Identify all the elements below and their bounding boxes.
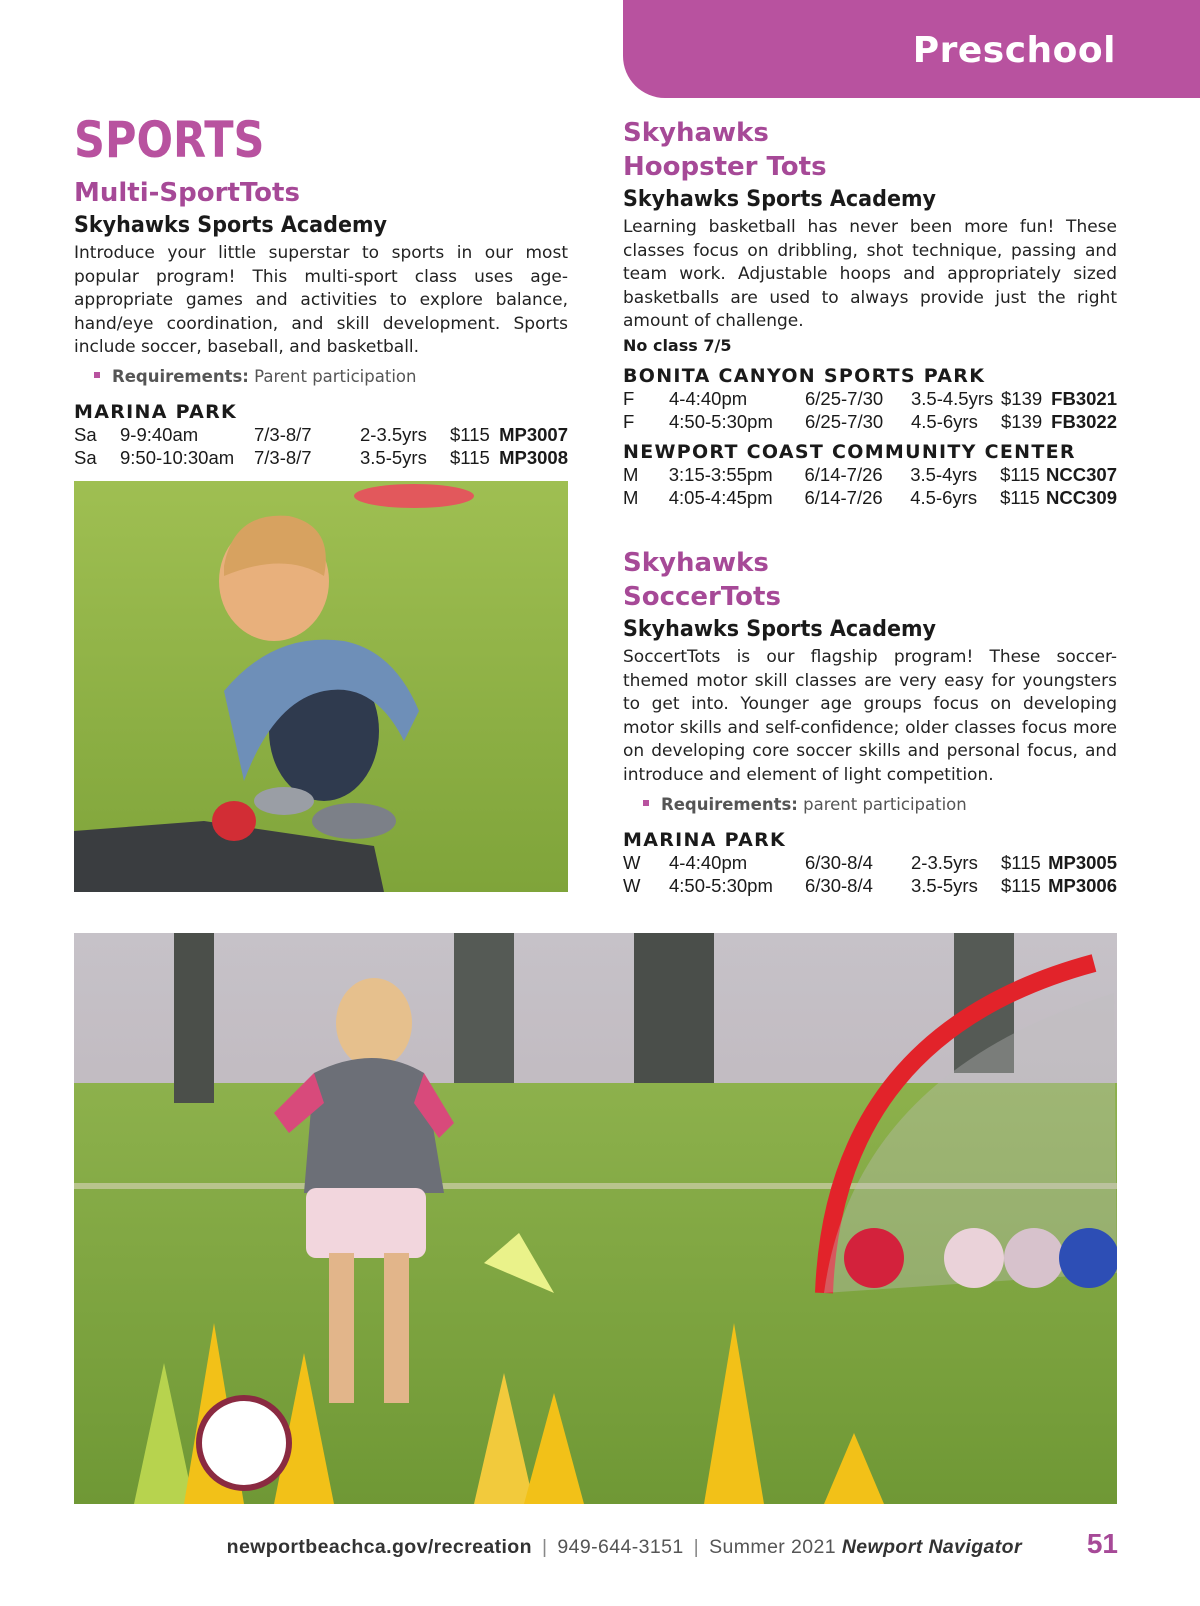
program-provider: Skyhawks Sports Academy bbox=[623, 615, 937, 642]
requirements-label: Requirements: bbox=[112, 366, 249, 386]
course-code: FB3022 bbox=[1051, 411, 1117, 433]
day: M bbox=[623, 487, 639, 509]
day: Sa bbox=[74, 447, 97, 469]
course-code: FB3021 bbox=[1051, 388, 1117, 410]
photo-boy-on-grass bbox=[74, 481, 568, 892]
table-row bbox=[623, 487, 1117, 510]
dates: 7/3-8/7 bbox=[254, 424, 312, 446]
requirements bbox=[643, 792, 1117, 818]
bullet-icon bbox=[643, 800, 649, 806]
page-footer bbox=[0, 1530, 1200, 1564]
program-title-line1: Skyhawks bbox=[623, 547, 769, 578]
requirements-value: parent participation bbox=[803, 794, 967, 814]
schedule-table bbox=[623, 464, 1117, 510]
footer-phone: 949-644-3151 bbox=[557, 1536, 684, 1558]
course-code: NCC307 bbox=[1046, 464, 1117, 486]
table-row bbox=[623, 852, 1117, 875]
right-column bbox=[623, 116, 1117, 898]
time: 4-4:40pm bbox=[669, 852, 748, 874]
schedule-table bbox=[623, 388, 1117, 434]
program-title-line2: Hoopster Tots bbox=[623, 152, 827, 182]
table-row bbox=[74, 424, 568, 447]
time: 3:15-3:55pm bbox=[668, 464, 773, 486]
course-code: MP3006 bbox=[1048, 875, 1117, 897]
fee: $139 bbox=[1001, 411, 1043, 433]
left-column bbox=[74, 110, 568, 470]
course-code: MP3008 bbox=[499, 447, 568, 469]
program-provider: Skyhawks Sports Academy bbox=[74, 212, 388, 238]
schedule-note: No class 7/5 bbox=[623, 335, 732, 355]
ages: 3.5-5yrs bbox=[911, 875, 978, 897]
requirements-label: Requirements: bbox=[661, 794, 798, 814]
time: 9:50-10:30am bbox=[120, 447, 235, 469]
program-title-line1: Skyhawks bbox=[623, 118, 769, 148]
requirements-value: Parent participation bbox=[254, 366, 417, 386]
table-row bbox=[74, 447, 568, 470]
day: W bbox=[623, 852, 641, 874]
course-code: MP3005 bbox=[1048, 852, 1117, 874]
ages: 2-3.5yrs bbox=[911, 852, 978, 874]
schedule-table bbox=[74, 424, 568, 470]
time: 4-4:40pm bbox=[669, 388, 748, 410]
bullet-icon bbox=[94, 372, 100, 378]
footer-magazine: Newport Navigator bbox=[841, 1536, 1022, 1558]
table-row bbox=[623, 388, 1117, 411]
fee: $115 bbox=[1001, 852, 1041, 874]
time: 4:50-5:30pm bbox=[669, 411, 773, 433]
fee: $115 bbox=[1001, 875, 1041, 897]
section-tab-label: Preschool bbox=[912, 30, 1116, 71]
program-description: Learning basketball has never been more fun! These classes focus on dribbling, shot technique, passing and team work. Adjustable hoops and appropriately sized basketballs are used to always provide just the right amount of challenge. bbox=[623, 217, 1117, 332]
ages: 2-3.5yrs bbox=[360, 424, 427, 446]
course-code: NCC309 bbox=[1046, 487, 1117, 509]
time: 4:05-4:45pm bbox=[668, 487, 773, 509]
requirements bbox=[94, 364, 568, 390]
footer-text bbox=[227, 1536, 1022, 1559]
ages: 3.5-4yrs bbox=[910, 464, 978, 486]
table-row bbox=[623, 875, 1117, 898]
day: M bbox=[623, 464, 639, 486]
dates: 6/25-7/30 bbox=[805, 411, 884, 433]
dates: 6/14-7/26 bbox=[804, 464, 883, 486]
fee: $139 bbox=[1001, 388, 1043, 410]
fee: $115 bbox=[1000, 464, 1040, 486]
page-number: 51 bbox=[1086, 1528, 1118, 1559]
separator: | bbox=[693, 1536, 700, 1558]
day: F bbox=[623, 411, 635, 433]
day: F bbox=[623, 388, 635, 410]
dates: 6/30-8/4 bbox=[805, 875, 873, 897]
location-name: NEWPORT COAST COMMUNITY CENTER bbox=[623, 440, 1076, 463]
location-name: BONITA CANYON SPORTS PARK bbox=[623, 364, 986, 387]
fee: $115 bbox=[450, 447, 490, 469]
separator: | bbox=[541, 1536, 548, 1558]
ages: 4.5-6yrs bbox=[911, 411, 978, 433]
schedule-table bbox=[623, 852, 1117, 898]
table-row bbox=[623, 464, 1117, 487]
footer-url[interactable]: newportbeachca.gov/recreation bbox=[226, 1536, 532, 1558]
program-title: Multi-SportTots bbox=[74, 178, 300, 208]
fee: $115 bbox=[1000, 487, 1040, 509]
time: 4:50-5:30pm bbox=[669, 875, 773, 897]
section-tab bbox=[623, 0, 1200, 98]
dates: 6/25-7/30 bbox=[805, 388, 884, 410]
course-code: MP3007 bbox=[499, 424, 568, 446]
day: W bbox=[623, 875, 641, 897]
table-row bbox=[623, 411, 1117, 434]
footer-season: Summer 2021 bbox=[709, 1536, 836, 1558]
fee: $115 bbox=[450, 424, 490, 446]
ages: 4.5-6yrs bbox=[910, 487, 978, 509]
section-heading: SPORTS bbox=[74, 111, 265, 169]
ages: 3.5-4.5yrs bbox=[911, 388, 994, 410]
program-title bbox=[623, 546, 1117, 614]
program-description: Introduce your little superstar to sports in our most popular program! This multi-sport class uses age-appropriate games and activities to explore balance, hand/eye coordination, and skill development. Sports include soccer, baseball, and basketball. bbox=[74, 243, 568, 358]
program-provider: Skyhawks Sports Academy bbox=[623, 186, 937, 212]
photo-girl-soccer bbox=[74, 933, 1117, 1504]
dates: 6/30-8/4 bbox=[805, 852, 873, 874]
program-description: SoccertTots is our flagship program! These soccer-themed motor skill classes are very easy for youngsters to get into. Younger age groups focus on developing motor skills and self-confidence; older classes focus more on developing core soccer skills and personal focus, and introduce and element of light competition. bbox=[623, 646, 1117, 785]
dates: 7/3-8/7 bbox=[254, 447, 312, 469]
dates: 6/14-7/26 bbox=[804, 487, 883, 509]
program-title bbox=[623, 116, 1117, 184]
time: 9-9:40am bbox=[120, 424, 199, 446]
ages: 3.5-5yrs bbox=[360, 447, 427, 469]
day: Sa bbox=[74, 424, 97, 446]
program-title-line2: SoccerTots bbox=[623, 581, 781, 612]
location-name: MARINA PARK bbox=[623, 828, 787, 851]
location-name: MARINA PARK bbox=[74, 400, 238, 423]
